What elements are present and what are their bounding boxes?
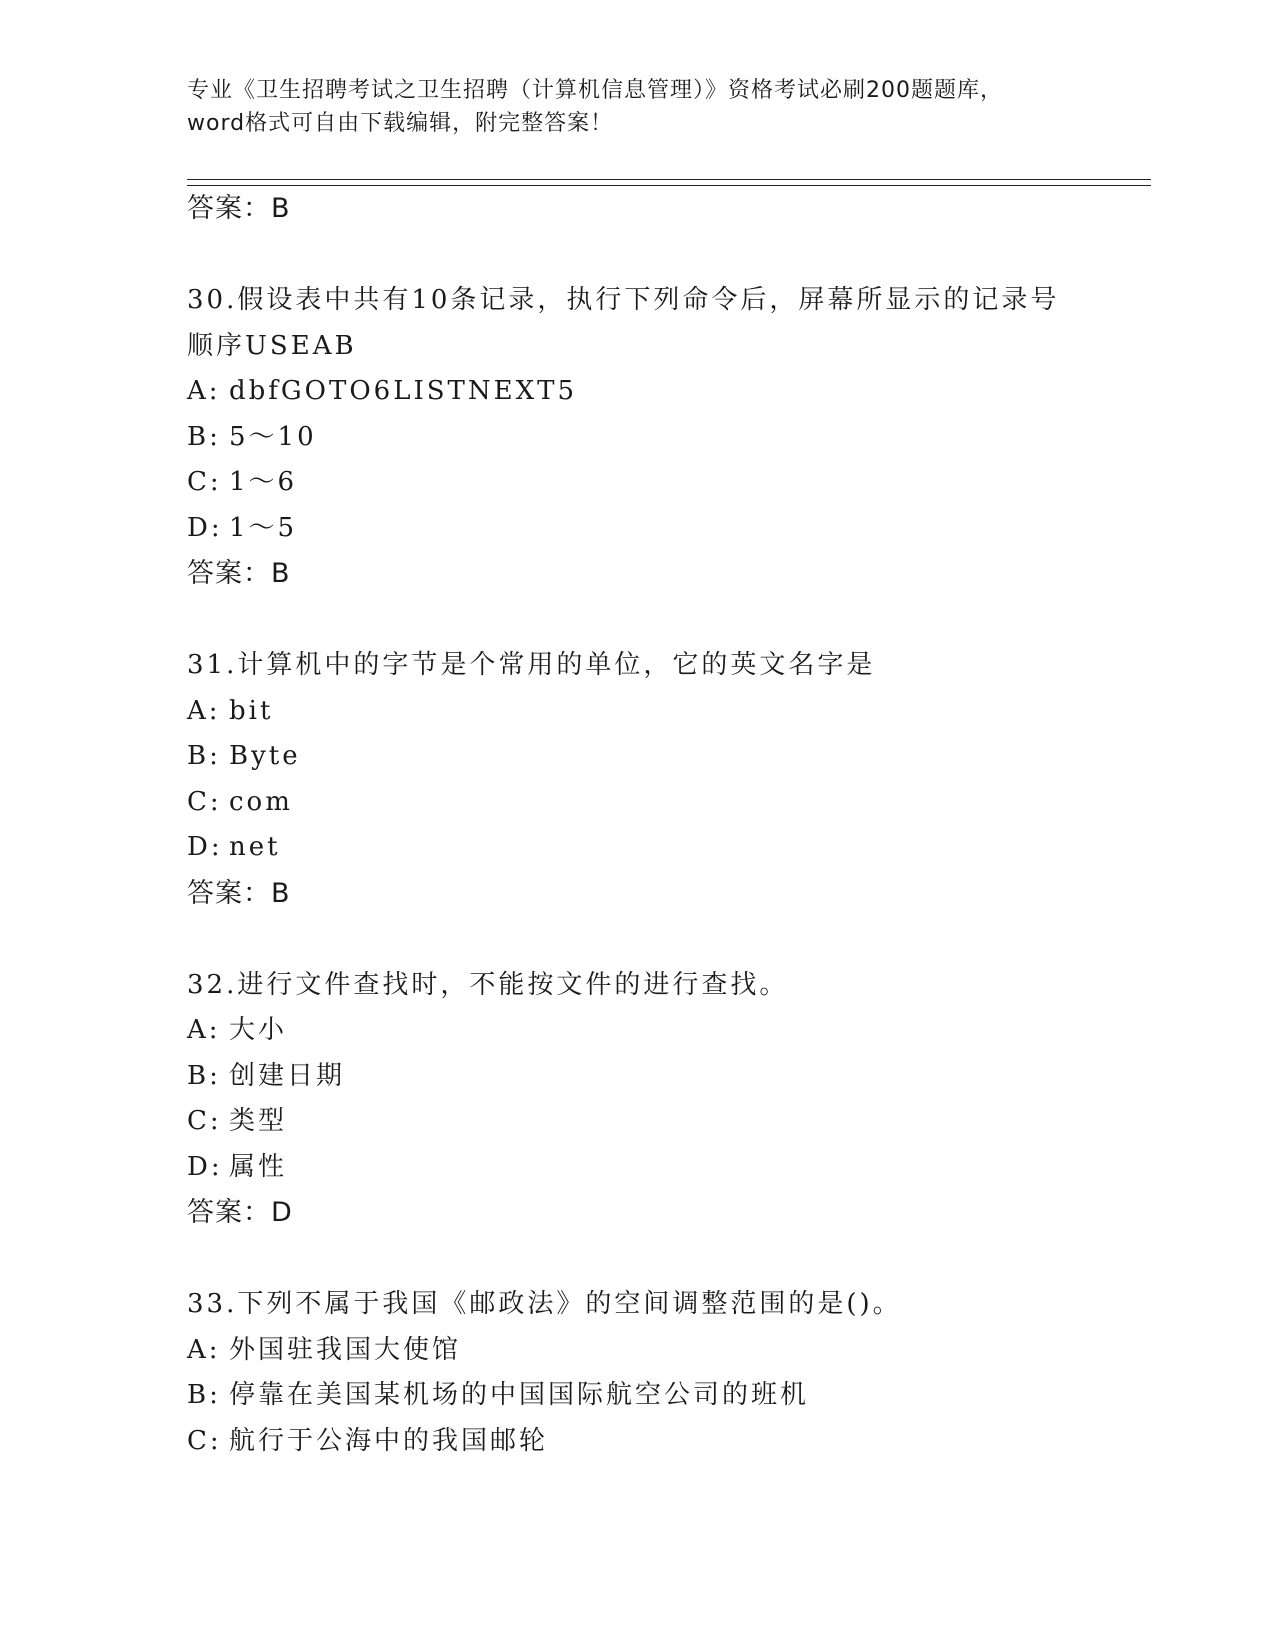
- option-label: A:: [187, 695, 221, 726]
- spacer: [187, 917, 1167, 963]
- option-text: 停靠在美国某机场的中国国际航空公司的班机: [229, 1380, 810, 1410]
- option-b: [187, 1054, 1167, 1100]
- question-block: [187, 278, 1167, 643]
- option-text: com: [229, 786, 293, 817]
- option-label: A:: [187, 1334, 221, 1365]
- option-text: 5～10: [229, 421, 317, 452]
- option-label: D:: [187, 512, 223, 543]
- option-d: [187, 825, 1167, 871]
- header-divider-top: [187, 179, 1151, 180]
- option-text: 创建日期: [229, 1060, 346, 1091]
- option-text: 大小: [229, 1015, 288, 1045]
- option-label: B:: [187, 421, 221, 452]
- option-b: [187, 1373, 1167, 1419]
- option-a: [187, 369, 1167, 415]
- option-text: net: [229, 832, 281, 862]
- option-text: 航行于公海中的我国邮轮: [229, 1425, 549, 1456]
- option-label: D:: [187, 1151, 223, 1182]
- option-text: dbfGOTO6LISTNEXT5: [229, 376, 578, 406]
- option-c: [187, 780, 1167, 826]
- question-stem: 32.进行文件查找时，不能按文件的进行查找。: [187, 969, 789, 1000]
- option-label: B:: [187, 1060, 221, 1091]
- option-c: [187, 1099, 1167, 1145]
- option-d: [187, 1145, 1167, 1191]
- option-text: 属性: [229, 1151, 288, 1182]
- question-stem: 30.假设表中共有10条记录，执行下列命令后，屏幕所显示的记录号: [187, 285, 1060, 315]
- option-label: D:: [187, 832, 223, 862]
- option-b: [187, 415, 1167, 461]
- option-c: [187, 1419, 1167, 1465]
- option-a: [187, 1328, 1167, 1374]
- document-header: [187, 74, 1087, 140]
- header-title-line-2: word格式可自由下载编辑，附完整答案！: [187, 111, 614, 136]
- spacer: [187, 1236, 1167, 1282]
- option-text: 1～6: [229, 467, 298, 497]
- option-a: [187, 689, 1167, 735]
- option-label: C:: [187, 1106, 222, 1136]
- question-stem: 33.下列不属于我国《邮政法》的空间调整范围的是()。: [187, 1289, 902, 1319]
- option-c: [187, 460, 1167, 506]
- spacer: [187, 232, 1167, 278]
- option-text: 类型: [229, 1106, 288, 1136]
- question-block: [187, 1282, 1167, 1464]
- option-text: Byte: [229, 741, 301, 771]
- option-label: C:: [187, 1425, 222, 1456]
- answer-line: 答案：B: [187, 877, 291, 909]
- question-stem: 31.计算机中的字节是个常用的单位，它的英文名字是: [187, 650, 876, 680]
- option-label: A:: [187, 376, 221, 406]
- question-block: [187, 963, 1167, 1283]
- question-block: [187, 643, 1167, 963]
- spacer: [187, 597, 1167, 643]
- option-text: 外国驻我国大使馆: [229, 1334, 462, 1365]
- option-label: C:: [187, 467, 222, 497]
- header-title-line-1: 专业《卫生招聘考试之卫生招聘（计算机信息管理）》资格考试必刷200题题库，: [187, 78, 1003, 103]
- option-d: [187, 506, 1167, 552]
- option-text: 1～5: [229, 512, 298, 543]
- option-b: [187, 734, 1167, 780]
- option-label: C:: [187, 786, 222, 817]
- answer-line: 答案：D: [187, 1197, 293, 1228]
- question-stem-continued: 顺序USEAB: [187, 330, 357, 361]
- option-a: [187, 1008, 1167, 1054]
- answer-line: 答案：B: [187, 558, 291, 589]
- question-list: [187, 186, 1167, 1464]
- option-label: B:: [187, 1380, 221, 1410]
- option-text: bit: [229, 695, 274, 726]
- option-label: A:: [187, 1015, 221, 1045]
- option-label: B:: [187, 741, 221, 771]
- answer-line: 答案：B: [187, 193, 291, 224]
